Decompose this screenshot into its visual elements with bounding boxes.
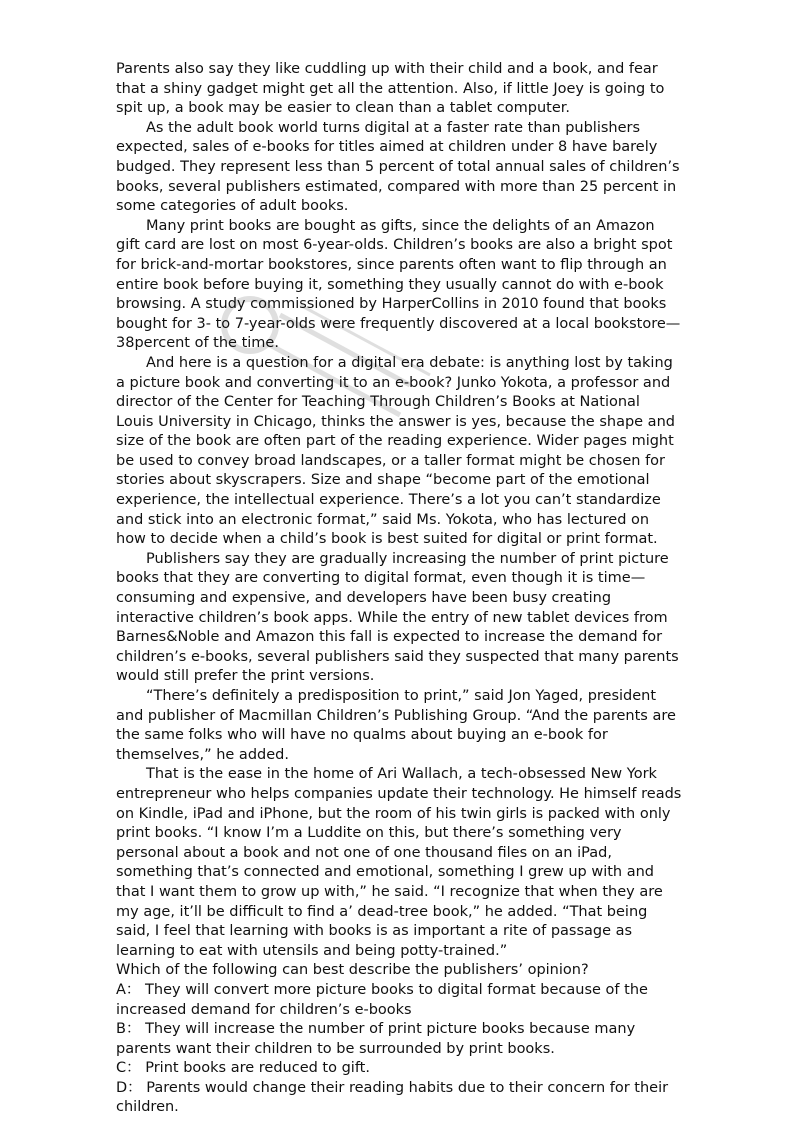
paragraph-4: And here is a question for a digital era debate: is anything lost by taking a picture book and converting it to an e-book? Junko Yokota, a professor and director of the Center for Teaching Through Children’s Books at National Louis University in Chicago, thinks the answer is yes, because the shape and size of the book are often part of the reading experience. Wider pages might be used to convey broad landscapes, or a taller format might be chosen for stories about skyscrapers. Size and shape “become part of the emotional experience, the intellectual experience. There’s a lot you can’t standardize and stick into an electronic format,” said Ms. Yokota, who has lectured on how to decide when a child’s book is best suited for digital or print format. [116,354,675,548]
option-c-text: Print books are reduced to gift. [145,1060,370,1077]
paragraph-6: “There’s definitely a predisposition to print,” said Jon Yaged, president and publisher of Macmillan Children’s Publishing Group. “And the parents are the same folks who will have no qualms about buying an e-book for themselves,” he added. [116,688,676,763]
option-d-text: Parents would change their reading habits due to their concern for their children. [116,1079,669,1116]
option-a-text: They will convert more picture books to digital format because of the increased demand for children’s e-books [116,981,648,1018]
paragraph-1: Parents also say they like cuddling up with their child and a book, and fear that a shiny gadget might get all the attention. Also, if little Joey is going to spit up, a book may be easier to clean than a tablet computer. [116,61,665,117]
option-a [116,981,682,1020]
paragraph-2: As the adult book world turns digital at a faster rate than publishers expected, sales of e-books for titles aimed at children under 8 have barely budged. They represent less than 5 percent of total annual sales of children’s books, several publishers estimated, compared with more than 25 percent in some categories of adult books. [116,119,680,215]
option-d [116,1079,682,1118]
option-d-letter: D： [116,1079,142,1096]
document-body [116,60,682,1118]
paragraph-5: Publishers say they are gradually increasing the number of print picture books that they are converting to digital format, even though it is time—consuming and expensive, and developers have been busy creating interactive children’s book apps. While the entry of new tablet devices from Barnes&Noble and Amazon this fall is expected to increase the demand for children’s e-books, several publishers said they suspected that many parents would still prefer the print versions. [116,550,679,685]
option-b-letter: B： [116,1021,141,1038]
option-a-letter: A： [116,981,141,998]
paragraph-3: Many print books are bought as gifts, since the delights of an Amazon gift card are lost on most 6-year-olds. Children’s books are also a bright spot for brick-and-mortar bookstores, since parents often want to flip through an entire book before buying it, something they usually cannot do with e-book browsing. A study commissioned by HarperCollins in 2010 found that books bought for 3- to 7-year-olds were frequently discovered at a local bookstore—38percent of the time. [116,217,681,352]
option-b [116,1020,682,1059]
option-c [116,1059,682,1079]
option-b-text: They will increase the number of print picture books because many parents want their children to be surrounded by print books. [116,1021,636,1057]
question-text: Which of the following can best describe the publishers’ opinion? [116,962,589,979]
paragraph-7: That is the ease in the home of Ari Wallach, a tech-obsessed New York entrepreneur who helps companies update their technology. He himself reads on Kindle, iPad and iPhone, but the room of his twin girls is packed with only print books. “I know I’m a Luddite on this, but there’s something very personal about a book and not one of one thousand files on an iPad, something that’s connected and emotional, something I grew up with and that I want them to grow up with,” he said. “I recognize that when they are my age, it’ll be difficult to find a’ dead-tree book,” he added. “That being said, I feel that learning with books is as important a rite of passage as learning to eat with utensils and being potty-trained.” [116,766,682,959]
option-c-letter: C： [116,1060,141,1077]
